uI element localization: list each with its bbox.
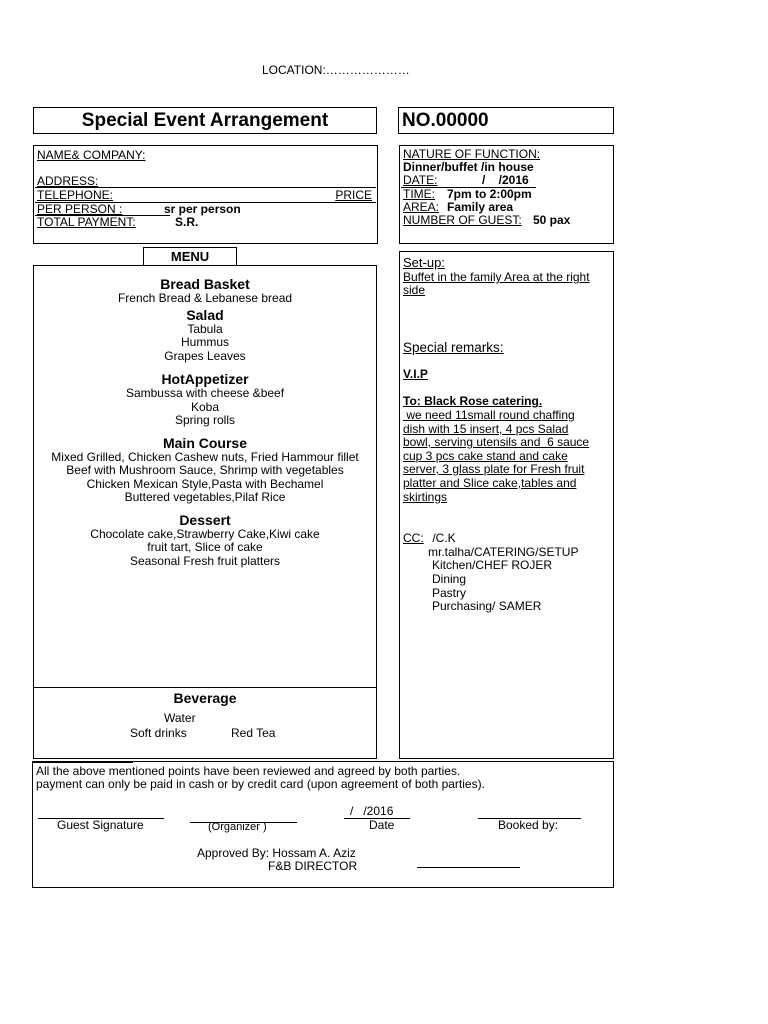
special-remarks-label: Special remarks: bbox=[403, 340, 504, 355]
remarks-recipient: To: Black Rose catering. bbox=[403, 394, 543, 408]
beverage-red-tea: Red Tea bbox=[231, 726, 276, 740]
cc-line: mr.talha/CATERING/SETUP bbox=[428, 545, 579, 559]
agreement-box bbox=[32, 761, 614, 888]
date-label: DATE: bbox=[403, 173, 438, 187]
guests-label: NUMBER OF GUEST: bbox=[403, 213, 522, 227]
dessert-title: Dessert bbox=[179, 511, 231, 528]
approved-by: Approved By: Hossam A. Aziz bbox=[197, 846, 356, 860]
main-item: Chicken Mexican Style,Pasta with Bechamel bbox=[86, 476, 324, 491]
vip-label: V.I.P bbox=[403, 367, 428, 381]
address-label: ADDRESS: bbox=[37, 174, 99, 188]
guest-signature-label: Guest Signature bbox=[57, 818, 144, 832]
beverage-title: Beverage bbox=[173, 690, 237, 706]
title-box bbox=[33, 107, 377, 134]
setup-line: Buffet in the family Area at the right bbox=[403, 270, 590, 284]
cc-line: Purchasing/ SAMER bbox=[432, 599, 542, 613]
agreement-line-1: All the above mentioned points have been reviewed and agreed by both parties. bbox=[36, 764, 461, 778]
salad-item: Hummus bbox=[180, 335, 229, 349]
per-person-label: PER PERSON : bbox=[37, 202, 123, 216]
price-label: PRICE bbox=[335, 188, 372, 202]
remarks-line: bowl, serving utensils and 6 sauce bbox=[403, 435, 590, 449]
menu-box bbox=[33, 265, 377, 759]
bread-title: Bread Basket bbox=[160, 276, 250, 292]
signature-date-value: / /2016 bbox=[350, 804, 394, 818]
cc-first: /C.K bbox=[429, 531, 456, 545]
menu-content bbox=[34, 276, 376, 568]
name-company-label: NAME& COMPANY: bbox=[37, 148, 146, 162]
guests-value: 50 pax bbox=[533, 213, 571, 227]
total-payment-value: S.R. bbox=[175, 215, 199, 229]
area-label: AREA: bbox=[403, 200, 440, 214]
salad-item: Grapes Leaves bbox=[164, 348, 246, 363]
organizer-label: (Organizer ) bbox=[208, 821, 267, 833]
dessert-item: Seasonal Fresh fruit platters bbox=[129, 553, 281, 568]
director-title: F&B DIRECTOR bbox=[268, 859, 358, 873]
dessert-item: fruit tart, Slice of cake bbox=[147, 540, 263, 554]
setup-line: side bbox=[403, 283, 426, 297]
menu-label: MENU bbox=[170, 249, 210, 264]
dessert-item: Chocolate cake,Strawberry Cake,Kiwi cake bbox=[90, 526, 320, 541]
cc-line: Dining bbox=[432, 572, 467, 586]
remarks-line: server, 3 glass plate for Fresh fruit bbox=[403, 462, 585, 476]
main-course-title: Main Course bbox=[162, 434, 247, 451]
page-title: Special Event Arrangement bbox=[81, 110, 329, 131]
booked-by-label: Booked by: bbox=[498, 818, 559, 832]
agreement-line-2: payment can only be paid in cash or by credit card (upon agreement of both parties). bbox=[36, 777, 485, 791]
hot-item: Spring rolls bbox=[174, 413, 236, 427]
time-label: TIME: bbox=[403, 187, 435, 201]
cc-label: CC: bbox=[403, 531, 424, 545]
area-value: Family area bbox=[447, 200, 514, 214]
main-item: Beef with Mushroom Sauce, Shrimp with vegetables bbox=[66, 463, 344, 477]
main-item: Mixed Grilled, Chicken Cashew nuts, Fried Hammour fillet bbox=[51, 449, 359, 464]
client-info-box bbox=[33, 145, 378, 244]
hot-item: Koba bbox=[190, 399, 220, 414]
remarks-line: we need 11small round chaffing bbox=[403, 408, 575, 422]
function-info-box bbox=[399, 145, 614, 244]
remarks-line: dish with 15 insert, 4 pcs Salad bbox=[403, 422, 569, 436]
per-person-value: sr per person bbox=[164, 202, 241, 216]
total-payment-label: TOTAL PAYMENT: bbox=[37, 215, 136, 229]
cc-line: Pastry bbox=[432, 586, 467, 600]
remarks-line: cup 3 pcs cake stand and cake bbox=[403, 449, 568, 463]
menu-label-box bbox=[143, 247, 237, 266]
remarks-line: skirtings bbox=[403, 490, 448, 504]
cc-line: Kitchen/CHEF ROJER bbox=[432, 558, 553, 572]
date-signature-label: Date bbox=[369, 818, 395, 832]
beverage-water: Water bbox=[164, 711, 196, 725]
setup-label: Set-up: bbox=[403, 255, 445, 270]
telephone-label: TELEPHONE: bbox=[37, 188, 114, 202]
setup-box bbox=[399, 251, 614, 759]
nature-label: NATURE OF FUNCTION: bbox=[403, 147, 541, 161]
salad-item: Tabula bbox=[187, 321, 223, 336]
beverage-soft-drinks: Soft drinks bbox=[130, 726, 187, 740]
main-item: Buttered vegetables,Pilaf Rice bbox=[124, 490, 286, 504]
hot-appetizer-title: HotAppetizer bbox=[161, 371, 249, 387]
remarks-line: platter and Slice cake,tables and bbox=[403, 476, 577, 490]
location-line: LOCATION:………………… bbox=[262, 63, 410, 77]
number-box bbox=[398, 107, 614, 134]
nature-value: Dinner/buffet /in house bbox=[403, 160, 534, 174]
time-value: 7pm to 2:00pm bbox=[447, 187, 532, 201]
date-value: / /2016 bbox=[482, 173, 529, 187]
form-number: NO.00000 bbox=[402, 110, 489, 131]
hot-item: Sambussa with cheese &beef bbox=[125, 386, 285, 400]
bread-item: French Bread & Lebanese bread bbox=[117, 291, 293, 305]
salad-title: Salad bbox=[186, 306, 224, 323]
